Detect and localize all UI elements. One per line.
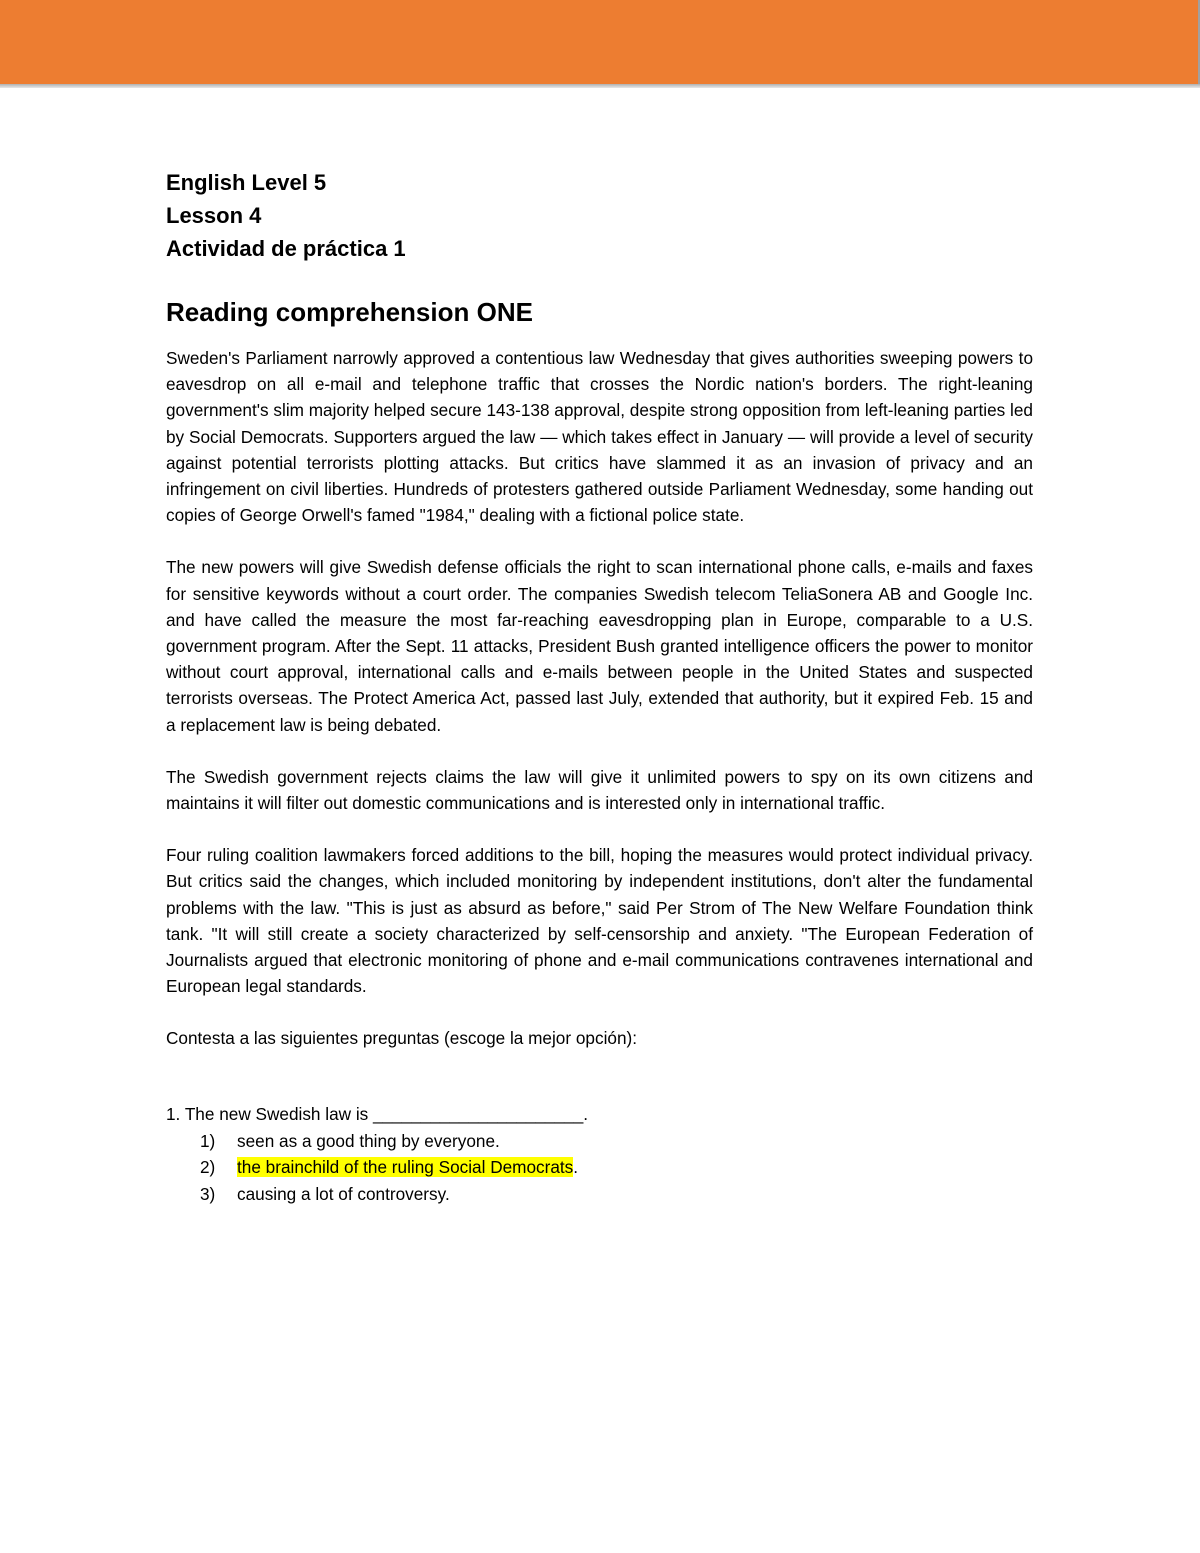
reading-title: Reading comprehension ONE: [166, 297, 533, 327]
option-number: 1): [200, 1130, 216, 1151]
option-text: causing a lot of controversy.: [237, 1183, 450, 1204]
document-body: [166, 166, 1033, 1207]
lesson-name: Lesson 4: [166, 203, 262, 228]
course-name: English Level 5: [166, 170, 327, 195]
instructions: Contesta a las siguientes preguntas (escoge la mejor opción):: [166, 1028, 638, 1049]
answer-option[interactable]: [200, 1181, 1033, 1208]
activity-name: Actividad de práctica 1: [166, 236, 406, 261]
paragraph-4: Four ruling coalition lawmakers forced additions to the bill, hoping the measures would protect individual privacy. But critics said the changes, which included monitoring by independent institutions, don't alter the fundamental problems with the law. "This is just as absurd as before," said Per Strom of The New Welfare Foundation think tank. "It will still create a society characterized by self-censorship and anxiety. "The European Federation of Journalists argued that electronic monitoring of phone and e-mail communications contravenes international and European legal standards.: [166, 845, 1033, 997]
paragraph-3: The Swedish government rejects claims the law will give it unlimited powers to spy on its own citizens and maintains it will filter out domestic communications and is interested only in international traffic.: [166, 766, 1033, 814]
header-banner-shadow: [0, 84, 1200, 88]
option-suffix: .: [573, 1157, 579, 1178]
question-number: 1.: [166, 1104, 181, 1125]
question-text: The new Swedish law is ______________________.: [184, 1104, 589, 1125]
option-number: 3): [200, 1183, 216, 1204]
answer-option-selected[interactable]: [200, 1154, 1033, 1181]
paragraph-2: The new powers will give Swedish defense officials the right to scan international phone calls, e-mails and faxes for sensitive keywords without a court order. The companies Swedish telecom TeliaSonera AB and Google Inc. and have called the measure the most far-reaching eavesdropping plan in Europe, comparable to a U.S. government program. After the Sept. 11 attacks, President Bush granted intelligence officers the power to monitor without court approval, international calls and e-mails between people in the United States and suspected terrorists overseas. The Protect America Act, passed last July, extended that authority, but it expired Feb. 15 and a replacement law is being debated.: [166, 557, 1033, 735]
paragraph-1: Sweden's Parliament narrowly approved a contentious law Wednesday that gives authorities sweeping powers to eavesdrop on all e-mail and telephone traffic that crosses the Nordic nation's borders. The right-leaning government's slim majority helped secure 143-138 approval, despite strong opposition from left-leaning parties led by Social Democrats. Supporters argued the law — which takes effect in January — will provide a level of security against potential terrorists plotting attacks. But critics have slammed it as an invasion of privacy and an infringement on civil liberties. Hundreds of protesters gathered outside Parliament Wednesday, some handing out copies of George Orwell's famed "1984," dealing with a fictional police state.: [166, 348, 1033, 526]
highlighted-answer-text: the brainchild of the ruling Social Democrats: [237, 1157, 574, 1178]
option-number: 2): [200, 1157, 216, 1178]
answer-option[interactable]: [200, 1128, 1033, 1155]
header-banner: [0, 0, 1200, 84]
question-1: [166, 1101, 1033, 1128]
option-text: seen as a good thing by everyone.: [237, 1130, 500, 1151]
answer-options: [166, 1128, 1033, 1208]
